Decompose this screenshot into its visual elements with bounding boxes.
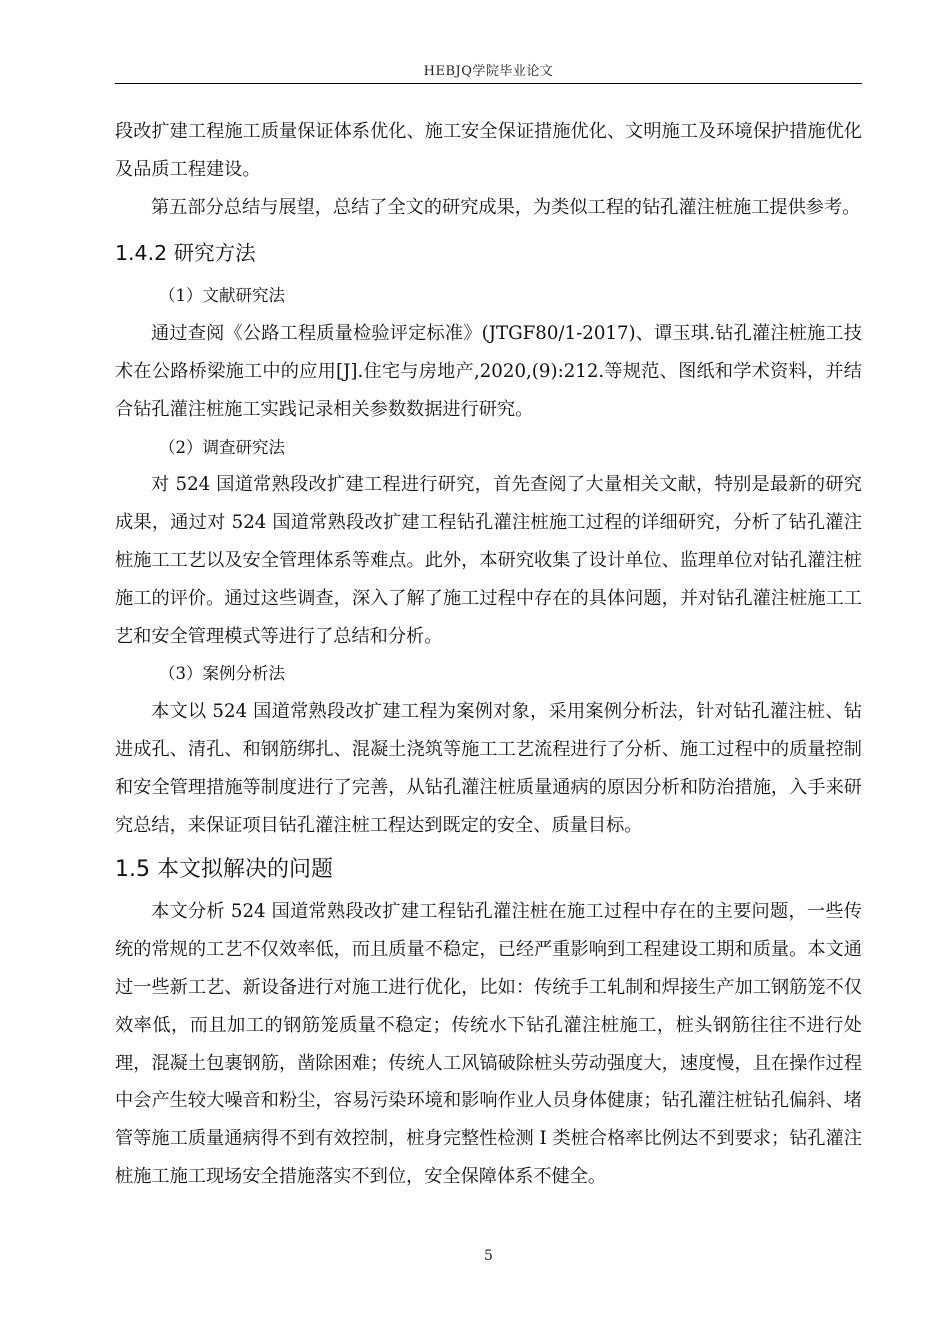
paragraph-problems: 本文分析 524 国道常熟段改扩建工程钻孔灌注桩在施工过程中存在的主要问题，一些传统的常规的工艺不仅效率低，而且质量不稳定，已经严重影响到工程建设工期和质量。本文通过一些新工艺、新设备进行对施工进行优化，比如：传统手工轧制和焊接生产加工钢筋笼不仅效率低，而且加工的钢筋笼质量不稳定；传统水下钻孔灌注桩施工，桩头钢筋往往不进行处理，混凝土包裹钢筋，凿除困难；传统人工风镐破除桩头劳动强度大，速度慢，且在操作过程中会产生较大噪音和粉尘，容易污染环境和影响作业人员身体健康；钻孔灌注桩钻孔偏斜、堵管等施工质量通病得不到有效控制，桩身完整性检测 I 类桩合格率比例达不到要求；钻孔灌注桩施工施工现场安全措施落实不到位，安全保障体系不健全。 <box>115 901 862 1187</box>
section-heading-1-5: 1.5 本文拟解决的问题 <box>115 857 333 883</box>
paragraph-continued: 段改扩建工程施工质量保证体系优化、施工安全保证措施优化、文明施工及环境保护措施优化及品质工程建设。 <box>115 121 862 180</box>
page-header: HEBJQ学院毕业论文 <box>423 64 554 79</box>
page-content <box>115 113 862 1196</box>
subheading-literature-research: （1）文献研究法 <box>159 286 285 306</box>
header-rule <box>115 83 862 84</box>
paragraph-literature-research: 通过查阅《公路工程质量检验评定标准》(JTGF80/1-2017)、谭玉琪.钻孔灌注桩施工技术在公路桥梁施工中的应用[J].住宅与房地产,2020,(9):212.等规范、图纸和学术资料，并结合钻孔灌注桩施工实践记录相关参数数据进行研究。 <box>115 323 862 420</box>
subheading-case-analysis: （3）案例分析法 <box>159 664 285 684</box>
subheading-investigation-research: （2）调查研究法 <box>159 437 285 457</box>
paragraph-case-analysis: 本文以 524 国道常熟段改扩建工程为案例对象，采用案例分析法，针对钻孔灌注桩、钻进成孔、清孔、和钢筋绑扎、混凝土浇筑等施工工艺流程进行了分析、施工过程中的质量控制和安全管理措施等制度进行了完善，从钻孔灌注桩质量通病的原因分析和防治措施，入手来研究总结，来保证项目钻孔灌注桩工程达到既定的安全、质量目标。 <box>115 701 862 836</box>
page-number: 5 <box>484 1248 493 1264</box>
paragraph-part-five: 第五部分总结与展望，总结了全文的研究成果，为类似工程的钻孔灌注桩施工提供参考。 <box>151 196 861 218</box>
paragraph-investigation-research: 对 524 国道常熟段改扩建工程进行研究，首先查阅了大量相关文献，特别是最新的研究成果，通过对 524 国道常熟段改扩建工程钻孔灌注桩施工过程的详细研究，分析了钻孔灌注桩施工工艺以及安全管理体系等难点。此外，本研究收集了设计单位、监理单位对钻孔灌注桩施工的评价。通过这些调查，深入了解了施工过程中存在的具体问题，并对钻孔灌注桩施工工艺和安全管理模式等进行了总结和分析。 <box>115 474 862 647</box>
section-heading-1-4-2: 1.4.2 研究方法 <box>115 241 256 266</box>
